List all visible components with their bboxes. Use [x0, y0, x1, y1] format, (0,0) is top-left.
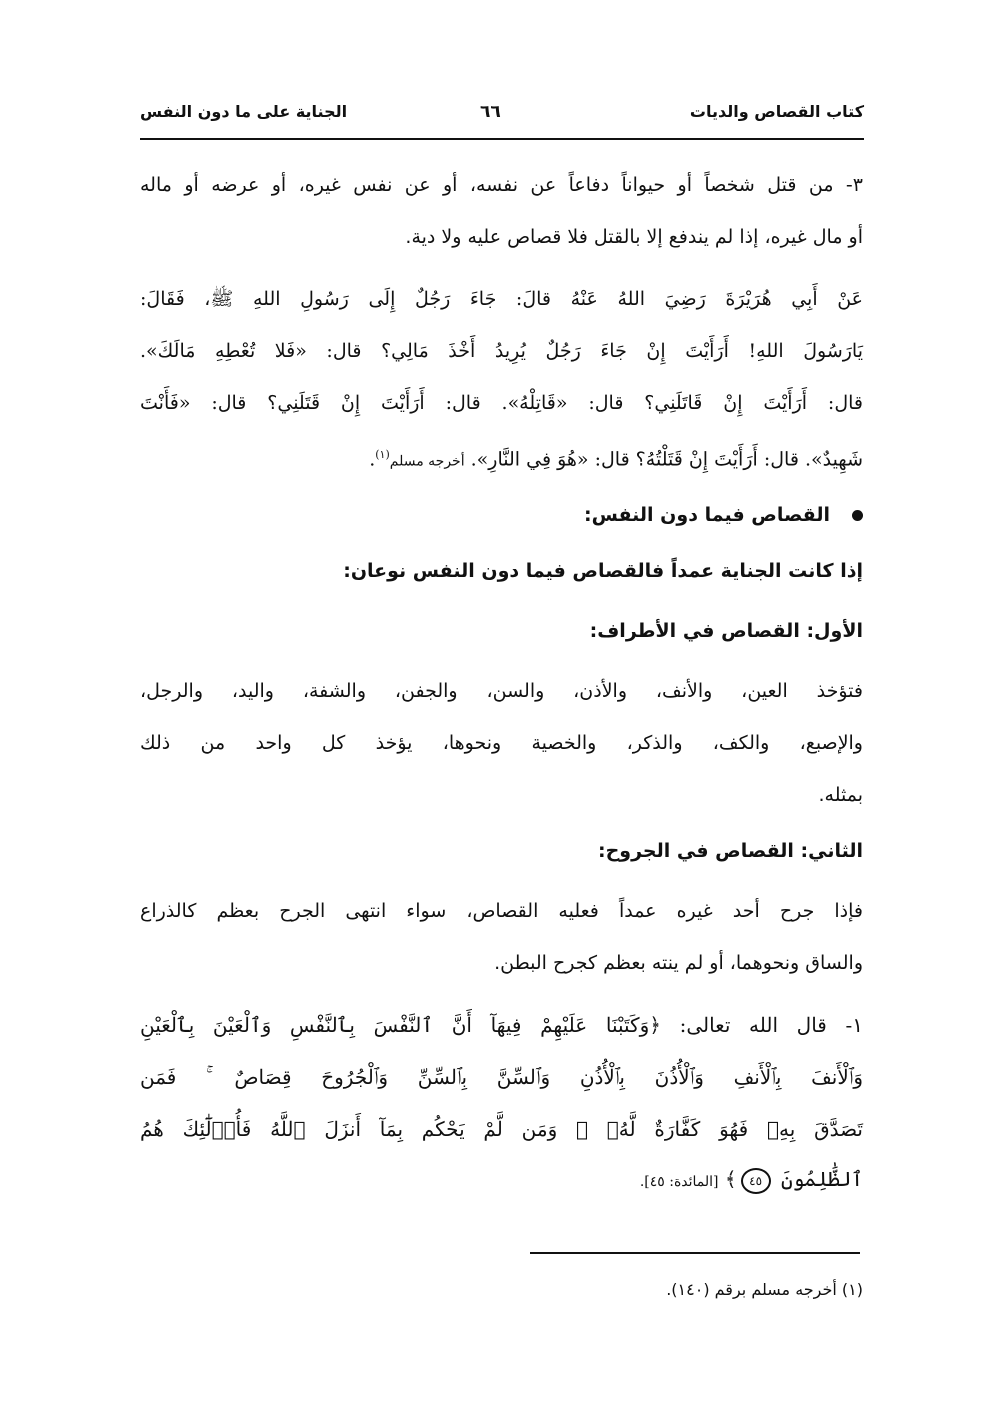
hadith-line1: عَنْ أَبِي هُرَيْرَةَ رَضِيَ اللهُ عَنْهُ قالَ: جَاءَ رَجُلٌ إِلَى رَسُولِ اللهِ ﷺ، فَقَالَ:	[140, 288, 863, 310]
verse-line1: ١- قال الله تعالى: ﴿وَكَتَبْنَا عَلَيْهِمْ فِيهَآ أَنَّ ٱلنَّفْسَ بِٱلنَّفْسِ وَٱلْعَيْنَ بِٱلْعَيْنِ	[140, 1013, 863, 1037]
running-header	[140, 102, 864, 132]
verse-reference: [المائدة: ٤٥].	[639, 1174, 719, 1190]
section-heading-row	[140, 500, 863, 530]
hadith-line3: قال: أَرَأَيْتَ إِنْ قَاتَلَنِي؟ قال: «قَاتِلْهُ». قال: أَرَأَيْتَ إِنْ قَتَلَنِي؟ قال: «فَأَنْتَ	[140, 392, 863, 414]
hadith-line4-text: شَهِيدٌ». قال: أَرَأَيْتَ إِنْ قَتَلْتُهُ؟ قال: «هُوَ فِي النَّارِ».	[470, 448, 863, 471]
footnote-rule	[530, 1252, 860, 1254]
second-line1: فإذا جرح أحد غيره عمداً فعليه القصاص، سواء انتهى الجرح بعظم كالذراع	[140, 900, 863, 922]
section-intro: إذا كانت الجناية عمداً فالقصاص فيما دون النفس نوعان:	[343, 560, 863, 582]
hadith-line2: يَارَسُولَ اللهِ! أَرَأَيْتَ إِنْ جَاءَ رَجُلٌ يُرِيدُ أَخْذَ مَالِي؟ قال: «فَلا تُعْطِهِ مَالَكَ».	[140, 340, 863, 362]
section-heading: القصاص فيما دون النفس:	[584, 504, 830, 526]
footnote-ref: (١)	[375, 448, 390, 461]
first-line2: والإصبع، والكف، والذكر، والخصية ونحوها، يؤخذ كل واحد من ذلك	[140, 732, 863, 754]
verse-line4	[140, 1164, 863, 1197]
first-heading: الأول: القصاص في الأطراف:	[589, 620, 863, 642]
para3-line2: أو مال غيره، إذا لم يندفع إلا بالقتل فلا قصاص عليه ولا دية.	[405, 226, 863, 248]
hadith-source: أخرجه مسلم	[389, 453, 465, 470]
chapter-title: الجناية على ما دون النفس	[140, 102, 348, 121]
first-line3: بمثله.	[818, 784, 863, 806]
verse-line3: تَصَدَّقَ بِهِۦ فَهُوَ كَفَّارَةٌ لَّهُۥ ۚ وَمَن لَّمْ يَحْكُم بِمَآ أَنزَلَ ٱللَّهُ فَأُو۟لَٰٓئِكَ هُمُ	[140, 1117, 863, 1141]
bullet-icon	[852, 510, 863, 521]
second-line2: والساق ونحوهما، أو لم ينته بعظم كجرح البطن.	[494, 952, 863, 974]
book-title: كتاب القصاص والديات	[689, 102, 864, 121]
header-rule	[140, 138, 864, 140]
footnote: (١) أخرجه مسلم برقم (١٤٠).	[666, 1280, 863, 1299]
verse-line4-text: ٱلظَّٰلِمُونَ	[780, 1167, 863, 1191]
page-number: ٦٦	[480, 102, 501, 122]
para3-line1: ٣- من قتل شخصاً أو حيواناً دفاعاً عن نفسه، أو عن نفس غيره، أو عرضه أو ماله	[140, 174, 863, 196]
verse-close-bracket: ﴾	[724, 1167, 737, 1191]
verse-line2: وَٱلْأَنفَ بِٱلْأَنفِ وَٱلْأُذُنَ بِٱلْأُذُنِ وَٱلسِّنَّ بِٱلسِّنِّ وَٱلْجُرُوحَ قِصَاصٌ ۚ فَمَن	[140, 1065, 863, 1089]
second-heading: الثاني: القصاص في الجروح:	[598, 840, 863, 862]
ayah-number-icon: ٤٥	[741, 1168, 771, 1194]
first-line1: فتؤخذ العين، والأنف، والأذن، والسن، والجفن، والشفة، واليد، والرجل،	[140, 680, 863, 702]
hadith-line4: شَهِيدٌ». قال: أَرَأَيْتَ إِنْ قَتَلْتُهُ؟ قال: «هُوَ فِي النَّارِ». أخرجه مسلم$^{(١)}$.	[369, 448, 863, 471]
